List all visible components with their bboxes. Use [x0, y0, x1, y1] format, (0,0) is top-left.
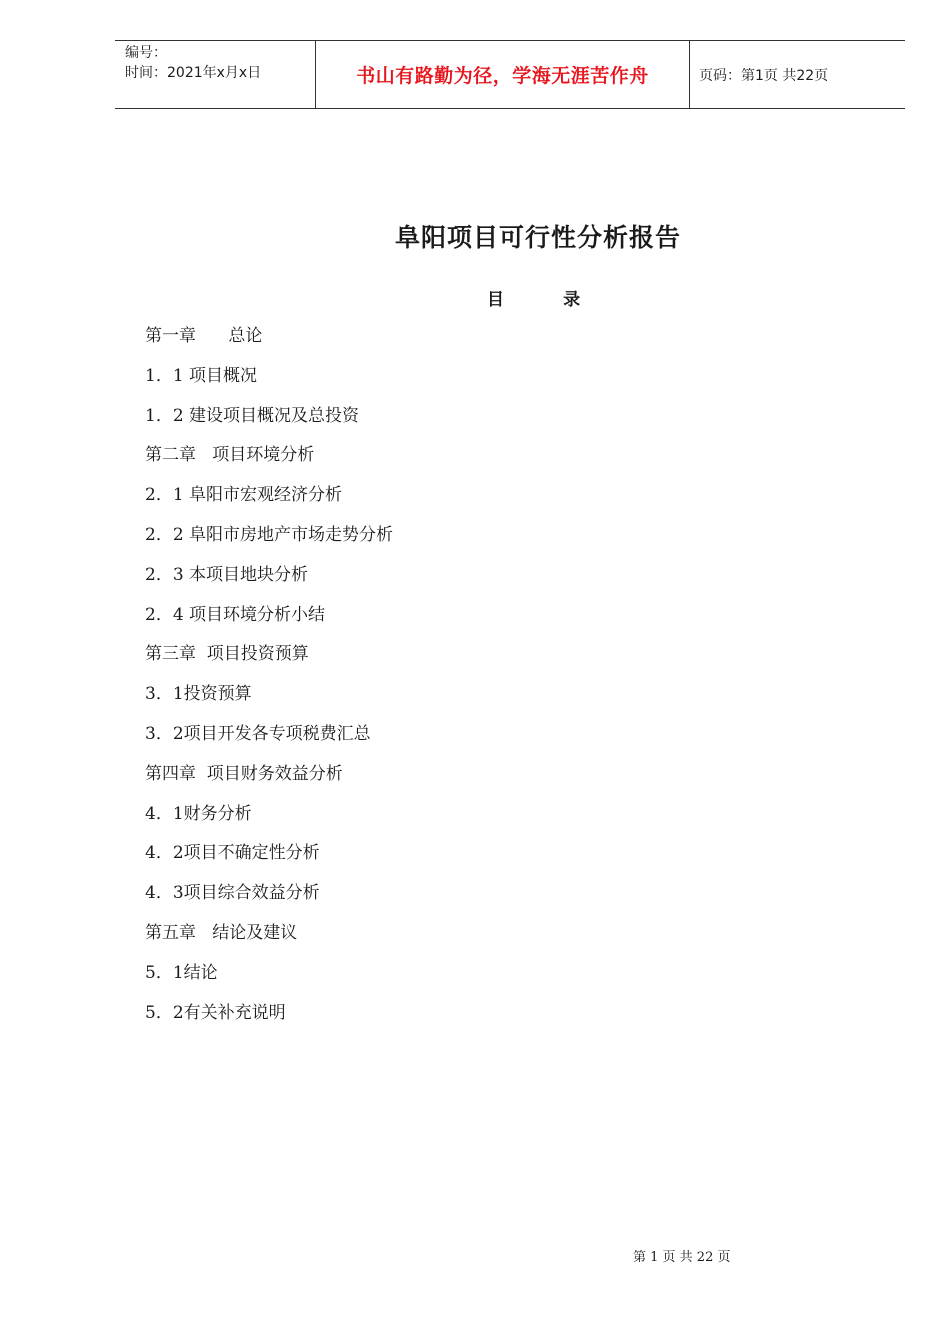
toc-item: 第三章 项目投资预算: [145, 644, 309, 665]
page-header: [115, 40, 905, 109]
header-motto-cell: [316, 41, 690, 108]
toc-item: 4．3项目综合效益分析: [145, 883, 320, 904]
toc-item: 2．4 项目环境分析小结: [145, 604, 326, 625]
toc-item: 2．1 阜阳市宏观经济分析: [145, 485, 343, 506]
toc-item: 3．1投资预算: [145, 684, 252, 705]
toc-heading: 目 录: [487, 290, 581, 310]
toc-item: 第四章 项目财务效益分析: [145, 763, 343, 784]
toc-item: 4．1财务分析: [145, 803, 252, 824]
header-number-label: 编号：: [125, 45, 167, 61]
toc-item: 2．3 本项目地块分析: [145, 564, 309, 585]
header-motto: 书山有路勤为径，学海无涯苦作舟: [356, 65, 649, 87]
toc-item: 5．1结论: [145, 962, 218, 983]
toc-item: 2．2 阜阳市房地产市场走势分析: [145, 524, 394, 545]
toc-item: 5．2有关补充说明: [145, 1002, 286, 1023]
toc-item: 第五章 结论及建议: [145, 922, 298, 943]
toc-item: 1．1 项目概况: [145, 365, 258, 386]
table-of-contents: [145, 320, 393, 1036]
toc-item: 4．2项目不确定性分析: [145, 843, 320, 864]
document-title: 阜阳项目可行性分析报告: [395, 223, 682, 252]
header-time-label: 时间：2021年x月x日: [125, 65, 262, 81]
toc-item: 3．2项目开发各专项税费汇总: [145, 723, 371, 744]
toc-item: 1．2 建设项目概况及总投资: [145, 405, 360, 426]
header-page-label: 页码：第1页 共22页: [699, 67, 829, 84]
header-page-cell: [690, 41, 905, 108]
page-footer: 第 1 页 共 22 页: [633, 1250, 731, 1265]
header-meta-cell: [115, 41, 316, 108]
toc-item: 第一章 总论: [145, 326, 263, 346]
toc-item: 第二章 项目环境分析: [145, 445, 315, 466]
